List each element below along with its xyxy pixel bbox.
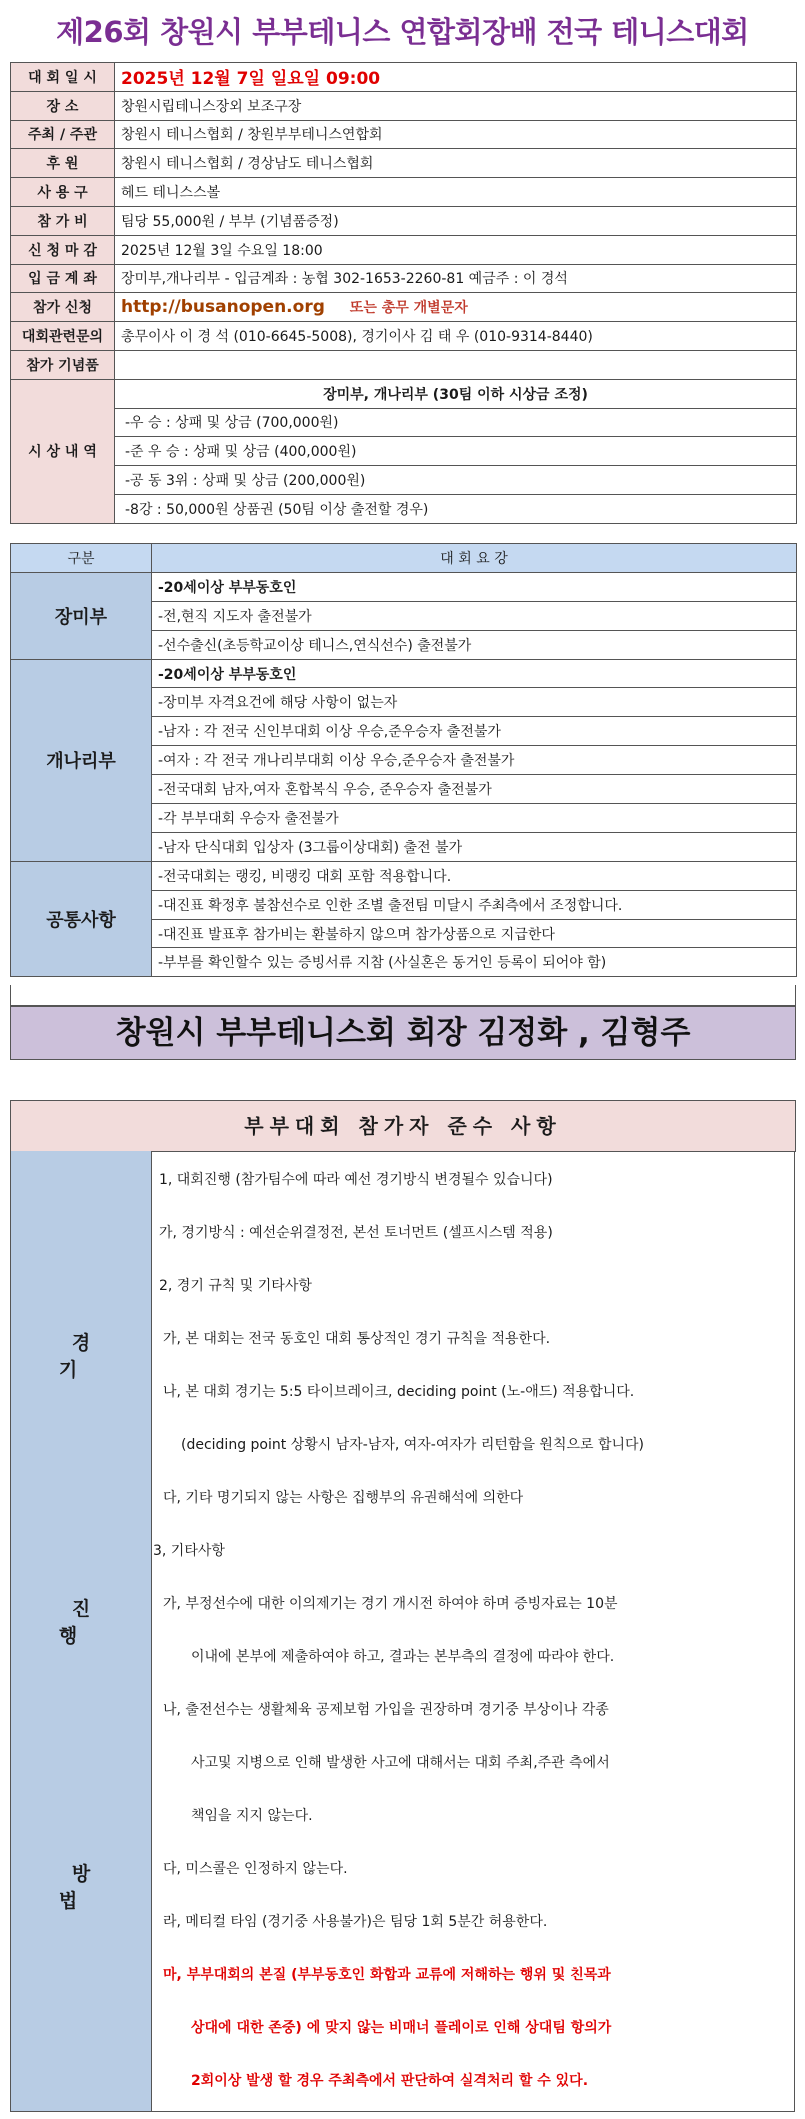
notice-side-label: 방 법	[58, 1863, 117, 1912]
gaenari-rule: -남자 : 각 전국 신인부대회 이상 우승,준우승자 출전불가	[152, 717, 797, 746]
gift-value	[115, 350, 797, 379]
notice-line: 가, 부정선수에 대한 이의제기는 경기 개시전 하여야 하며 증빙자료는 10분	[163, 1596, 618, 1612]
jangmi-row	[11, 572, 797, 601]
venue-row	[11, 91, 797, 120]
notice-line: 책임을 지지 않는다.	[191, 1808, 313, 1824]
venue-label: 장 소	[11, 91, 115, 120]
signature-banner: 창원시 부부테니스회 회장 김정화 , 김형주	[10, 1006, 796, 1060]
notice-line-warning: 상대에 대한 존중) 에 맞지 않는 비매너 플레이로 인해 상대팀 항의가	[191, 2020, 612, 2036]
notice-line: 사고및 지병으로 인해 발생한 사고에 대해서는 대회 주최,주관 측에서	[191, 1755, 610, 1771]
account-value: 장미부,개나리부 - 입금계좌 : 농협 302-1653-2260-81 예금주 : 이 경석	[115, 264, 797, 293]
prize-row	[11, 408, 797, 437]
notice-line: 라, 메티컬 타임 (경기중 사용불가)은 팀당 1회 5분간 허용한다.	[163, 1914, 548, 1930]
common-division: 공통사항	[11, 861, 152, 977]
apply-link[interactable]: http://busanopen.org	[121, 297, 325, 318]
contact-value: 총무이사 이 경 석 (010-6645-5008), 경기이사 김 태 우 (010-9314-8440)	[115, 322, 797, 351]
prize-header-row	[11, 379, 797, 408]
notice-line-warning: 2회이상 발생 할 경우 주최측에서 판단하여 실격처리 할 수 있다.	[191, 2073, 589, 2089]
notice-line: 이내에 본부에 제출하여야 하고, 결과는 본부측의 결정에 따라야 한다.	[191, 1649, 615, 1665]
notice-line: 1, 대회진행 (참가팀수에 따라 예선 경기방식 변경될수 있습니다)	[159, 1172, 553, 1188]
notice-line: 다, 미스콜은 인정하지 않는다.	[163, 1861, 348, 1877]
gaenari-rule: -장미부 자격요건에 해당 사항이 없는자	[152, 688, 797, 717]
spacer-row	[10, 985, 796, 1006]
deadline-value: 2025년 12월 3일 수요일 18:00	[115, 235, 797, 264]
date-label: 대 회 일 시	[11, 63, 115, 92]
prize-item: -준 우 승 : 상패 및 상금 (400,000원)	[115, 437, 797, 466]
gaenari-rule: -남자 단식대회 입상자 (3그룹이상대회) 출전 불가	[152, 832, 797, 861]
fee-value: 팀당 55,000원 / 부부 (기념품증정)	[115, 206, 797, 235]
fee-row	[11, 206, 797, 235]
notice-side-label: 경 기	[58, 1332, 117, 1381]
notice-line: 나, 본 대회 경기는 5:5 타이브레이크, deciding point (노-애드) 적용합니다.	[163, 1384, 635, 1400]
notice-heading: 부부대회 참가자 준수 사항	[10, 1100, 796, 1152]
jangmi-rule: -선수출신(초등학교이상 테니스,연식선수) 출전불가	[152, 630, 797, 659]
sponsor-row	[11, 149, 797, 178]
jangmi-rule: -전,현직 지도자 출전불가	[152, 601, 797, 630]
apply-alternative: 또는 총무 개별문자	[349, 300, 468, 317]
notice-line: 나, 출전선수는 생활체육 공제보험 가입을 권장하며 경기중 부상이나 각종	[163, 1702, 609, 1718]
host-label: 주최 / 주관	[11, 120, 115, 149]
notice-line: 가, 경기방식 : 예선순위결정전, 본선 토너먼트 (셀프시스템 적용)	[159, 1225, 553, 1241]
info-table	[10, 62, 797, 524]
prize-row	[11, 437, 797, 466]
apply-value	[115, 293, 797, 322]
rules-table	[10, 543, 797, 977]
fee-label: 참 가 비	[11, 206, 115, 235]
contact-label: 대회관련문의	[11, 322, 115, 351]
prize-header: 장미부, 개나리부 (30팀 이하 시상금 조정)	[115, 379, 797, 408]
requirements-header: 대 회 요 강	[152, 544, 797, 573]
notice-side-label: 진 행	[58, 1598, 117, 1647]
date-row	[11, 63, 797, 92]
gaenari-rule: -여자 : 각 전국 개나리부대회 이상 우승,준우승자 출전불가	[152, 746, 797, 775]
common-rule: -부부를 확인할수 있는 증빙서류 지참 (사실혼은 동거인 등록이 되어야 함)	[152, 948, 797, 977]
gaenari-row	[11, 659, 797, 688]
apply-row	[11, 293, 797, 322]
division-header: 구분	[11, 544, 152, 573]
gift-label: 참가 기념품	[11, 350, 115, 379]
common-rule: -대진표 발표후 참가비는 환불하지 않으며 참가상품으로 지급한다	[152, 919, 797, 948]
notice-line: 2, 경기 규칙 및 기타사항	[159, 1278, 312, 1294]
notice-line: 다, 기타 명기되지 않는 사항은 집행부의 유권해석에 의한다	[163, 1490, 524, 1506]
prize-label: 시 상 내 역	[11, 379, 115, 523]
notice-line-warning: 마, 부부대회의 본질 (부부동호인 화합과 교류에 저해하는 행위 및 친목과	[163, 1967, 611, 1983]
prize-row	[11, 466, 797, 495]
gaenari-division: 개나리부	[11, 659, 152, 861]
apply-label: 참가 신청	[11, 293, 115, 322]
gaenari-rule: -각 부부대회 우승자 출전불가	[152, 804, 797, 833]
host-row	[11, 120, 797, 149]
jangmi-rule: -20세이상 부부동호인	[152, 572, 797, 601]
ball-value: 헤드 테니스스볼	[115, 178, 797, 207]
account-row	[11, 264, 797, 293]
notice-body	[151, 1151, 795, 2112]
page-title: 제26회 창원시 부부테니스 연합회장배 전국 테니스대회	[56, 15, 749, 49]
common-rule: -대진표 확정후 불참선수로 인한 조별 출전팀 미달시 주최측에서 조정합니다.	[152, 890, 797, 919]
ball-row	[11, 178, 797, 207]
deadline-label: 신 청 마 감	[11, 235, 115, 264]
notice-line: (deciding point 상황시 남자-남자, 여자-여자가 리턴함을 원칙으로 합니다)	[181, 1437, 645, 1453]
gaenari-rule: -20세이상 부부동호인	[152, 659, 797, 688]
prize-item: -공 동 3위 : 상패 및 상금 (200,000원)	[115, 466, 797, 495]
notice-side-column	[10, 1151, 152, 2112]
rules-header-row	[11, 544, 797, 573]
notice-line: 3, 기타사항	[153, 1543, 225, 1559]
venue-value: 창원시립테니스장외 보조구장	[115, 91, 797, 120]
jangmi-division: 장미부	[11, 572, 152, 659]
account-label: 입 금 계 좌	[11, 264, 115, 293]
sponsor-label: 후 원	[11, 149, 115, 178]
prize-item: -우 승 : 상패 및 상금 (700,000원)	[115, 408, 797, 437]
date-value: 2025년 12월 7일 일요일 09:00	[115, 63, 797, 92]
gift-row	[11, 350, 797, 379]
notice-line: 가, 본 대회는 전국 동호인 대회 통상적인 경기 규칙을 적용한다.	[163, 1331, 551, 1347]
gaenari-rule: -전국대회 남자,여자 혼합복식 우승, 준우승자 출전불가	[152, 775, 797, 804]
prize-item: -8강 : 50,000원 상품권 (50팀 이상 출전할 경우)	[115, 494, 797, 523]
prize-row	[11, 494, 797, 523]
host-value: 창원시 테니스협회 / 창원부부테니스연합회	[115, 120, 797, 149]
ball-label: 사 용 구	[11, 178, 115, 207]
deadline-row	[11, 235, 797, 264]
sponsor-value: 창원시 테니스협회 / 경상남도 테니스협회	[115, 149, 797, 178]
contact-row	[11, 322, 797, 351]
common-row	[11, 861, 797, 890]
common-rule: -전국대회는 랭킹, 비랭킹 대회 포함 적용합니다.	[152, 861, 797, 890]
